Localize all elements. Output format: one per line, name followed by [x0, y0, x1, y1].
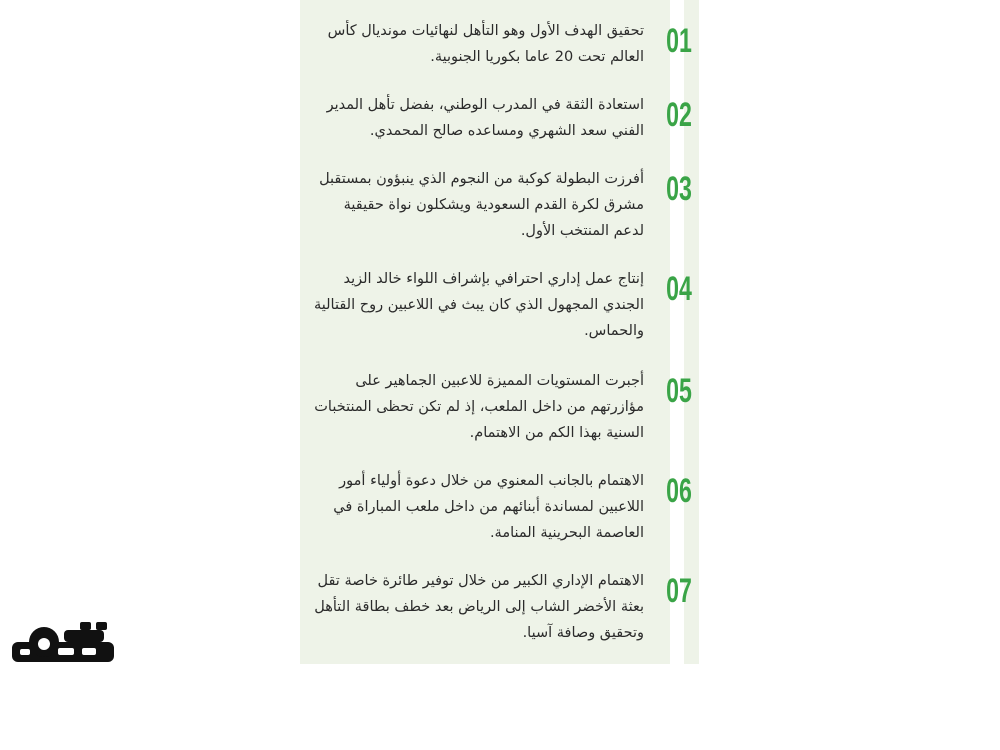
- item-text: الاهتمام بالجانب المعنوي من خلال دعوة أولياء أمور اللاعبين لمساندة أبنائهم من داخل ملعب المباراة في العاصمة البحرينية المنامة.: [333, 473, 644, 541]
- item-number: 05: [666, 372, 692, 410]
- makkah-newspaper-logo-icon: [10, 618, 116, 666]
- item-text: الاهتمام الإداري الكبير من خلال توفير طائرة خاصة تقل بعثة الأخضر الشاب إلى الرياض بعد خطف بطاقة التأهل وتحقيق وصافة آسيا.: [314, 573, 644, 641]
- item-text: أفرزت البطولة كوكبة من النجوم الذي ينبؤون بمستقبل مشرق لكرة القدم السعودية ويشكلون نواة حقيقية لدعم المنتخب الأول.: [319, 171, 644, 239]
- item-number: 01: [666, 22, 692, 60]
- item-number: 06: [666, 472, 692, 510]
- item-number: 02: [666, 96, 692, 134]
- item-text: تحقيق الهدف الأول وهو التأهل لنهائيات مونديال كأس العالم تحت 20 عاما بكوريا الجنوبية.: [327, 23, 644, 65]
- item-number: 03: [666, 170, 692, 208]
- item-number: 07: [666, 572, 692, 610]
- item-number: 04: [666, 270, 692, 308]
- item-text: إنتاج عمل إداري احترافي بإشراف اللواء خالد الزيد الجندي المجهول الذي كان يبث في اللاعبين روح القتالية والحماس.: [313, 271, 644, 339]
- item-text: أجبرت المستويات المميزة للاعبين الجماهير على مؤازرتهم من داخل الملعب، إذ لم تكن تحظى المنتخبات السنية بهذا الكم من الاهتمام.: [314, 373, 644, 441]
- item-text: استعادة الثقة في المدرب الوطني، بفضل تأهل المدير الفني سعد الشهري ومساعده صالح المحمدي.: [326, 97, 644, 139]
